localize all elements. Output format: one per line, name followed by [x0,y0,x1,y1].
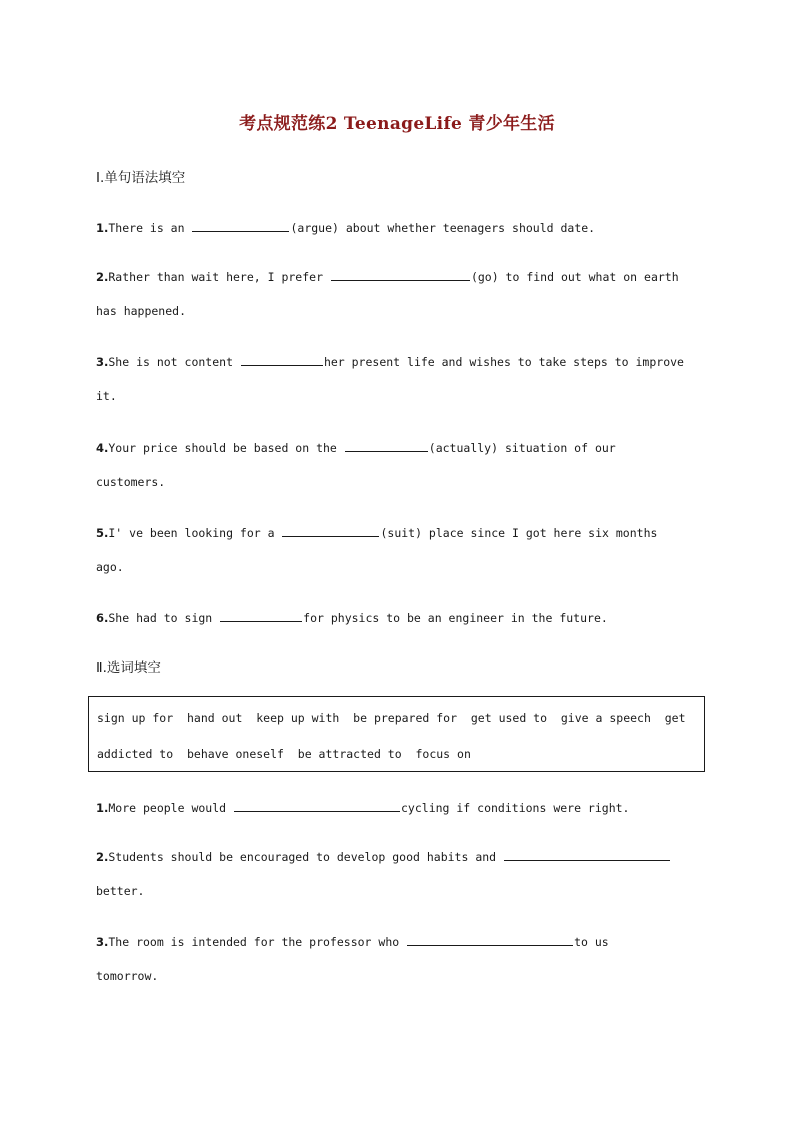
question-text: cycling if conditions were right. [401,801,630,815]
word-bank-line-2: addicted to behave oneself be attracted to focus on [97,747,471,761]
question-number: 4. [96,441,109,455]
question-1-5-continued: ago. [96,560,124,574]
answer-blank[interactable] [192,219,289,232]
question-text: (suit) place since I got here six months [380,526,658,540]
question-text: (argue) about whether teenagers should date. [290,221,596,235]
question-text: She had to sign [108,611,220,625]
question-2-2 [96,848,671,864]
question-2-2-continued: better. [96,884,145,898]
section-2-heading: Ⅱ.选词填空 [96,660,161,676]
question-text: Students should be encouraged to develop good habits and [108,850,504,864]
question-text: Rather than wait here, I prefer [108,270,330,284]
question-text: her present life and wishes to take steps to improve [323,355,684,369]
answer-blank[interactable] [282,524,379,537]
question-text: for physics to be an engineer in the future. [303,611,608,625]
question-1-1 [96,219,595,235]
question-number: 3. [96,355,109,369]
question-text: to us [574,935,609,949]
question-1-5 [96,524,657,540]
question-number: 2. [96,850,109,864]
question-text: (actually) situation of our [428,441,616,455]
question-number: 6. [96,611,109,625]
answer-blank[interactable] [407,933,573,946]
answer-blank[interactable] [331,268,470,281]
section-1-heading: Ⅰ.单句语法填空 [96,170,186,186]
question-1-6 [96,609,608,625]
word-bank-line-1: sign up for hand out keep up with be prepared for get used to give a speech get [97,711,686,725]
question-1-4-continued: customers. [96,475,166,489]
question-2-3-continued: tomorrow. [96,969,159,983]
word-bank-box [88,696,705,772]
question-2-3 [96,933,609,949]
question-text: She is not content [108,355,240,369]
answer-blank[interactable] [345,439,428,452]
question-1-3 [96,353,684,369]
question-1-4 [96,439,616,455]
answer-blank[interactable] [234,799,400,812]
question-text: Your price should be based on the [108,441,344,455]
question-number: 1. [96,221,109,235]
answer-blank[interactable] [504,848,670,861]
question-number: 1. [96,801,109,815]
question-1-2-continued: has happened. [96,304,187,318]
answer-blank[interactable] [220,609,302,622]
question-2-1 [96,799,629,815]
question-text: The room is intended for the professor who [108,935,407,949]
question-1-3-continued: it. [96,389,117,403]
question-text: I' ve been looking for a [108,526,282,540]
answer-blank[interactable] [241,353,323,366]
question-1-2 [96,268,679,284]
question-number: 5. [96,526,109,540]
question-text: (go) to find out what on earth [470,270,679,284]
question-text: More people would [108,801,233,815]
page-title: 考点规范练2 TeenageLife 青少年生活 [239,114,555,134]
question-number: 3. [96,935,109,949]
question-number: 2. [96,270,109,284]
question-text: There is an [108,221,192,235]
